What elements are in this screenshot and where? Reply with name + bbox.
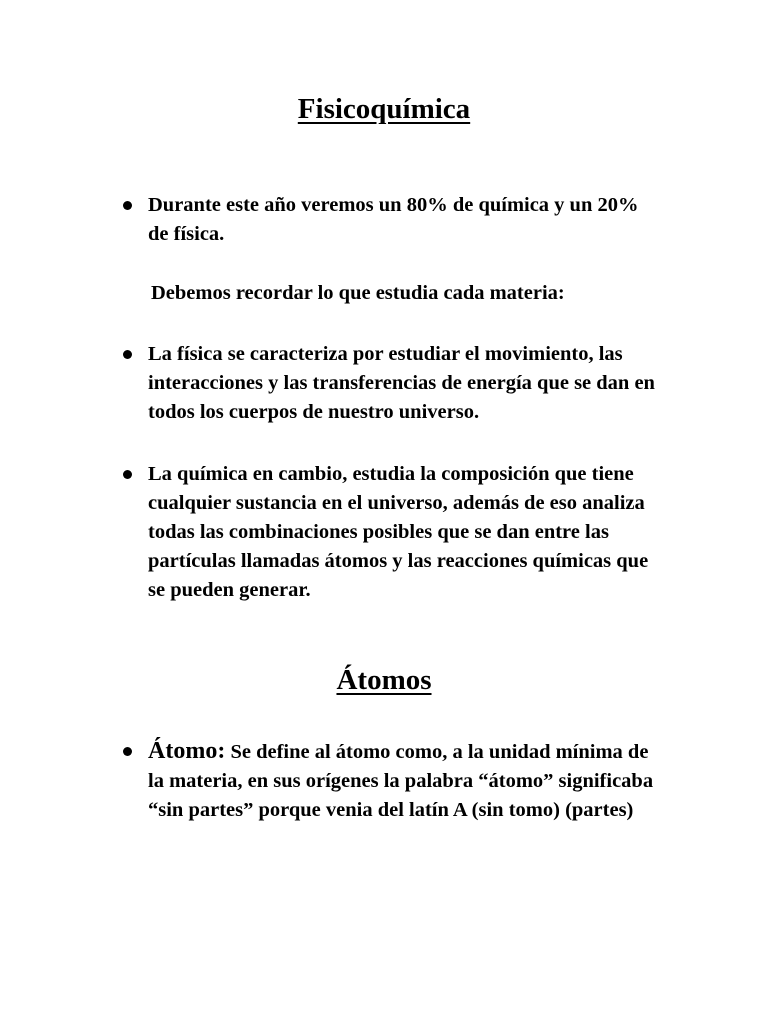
note-text: Debemos recordar lo que estudia cada materia:: [151, 282, 565, 304]
bullet-icon: [123, 201, 132, 210]
list-item-text: La química en cambio, estudia la composición que tiene cualquier sustancia en el universo, además de eso analiza todas las combinaciones posibles que se dan entre las partículas llamadas átomos y las reacciones químicas que se pueden generar.: [148, 463, 649, 601]
bullet-icon: [123, 470, 132, 479]
section-title: Átomos: [336, 664, 432, 696]
list-item-text: Durante este año veremos un 80% de química y un 20% de física.: [148, 194, 639, 245]
bullet-icon: [123, 747, 132, 756]
term-label: Átomo:: [148, 738, 226, 764]
list-item: [123, 340, 663, 427]
list-item-text: La física se caracteriza por estudiar el movimiento, las interacciones y las transferencias de energía que se dan en todos los cuerpos de nuestro universo.: [148, 343, 655, 423]
list-item: [123, 460, 663, 605]
bullet-icon: [123, 350, 132, 359]
list-item-text: [148, 737, 663, 825]
page-title: Fisicoquímica: [297, 93, 471, 125]
term-definition: Se define al átomo como, a la unidad mínima de la materia, en sus orígenes la palabra “átomo” significaba “sin partes” porque venia del latín A (sin tomo) (partes): [148, 741, 654, 821]
list-item: [123, 737, 663, 825]
list-item: [123, 191, 663, 249]
